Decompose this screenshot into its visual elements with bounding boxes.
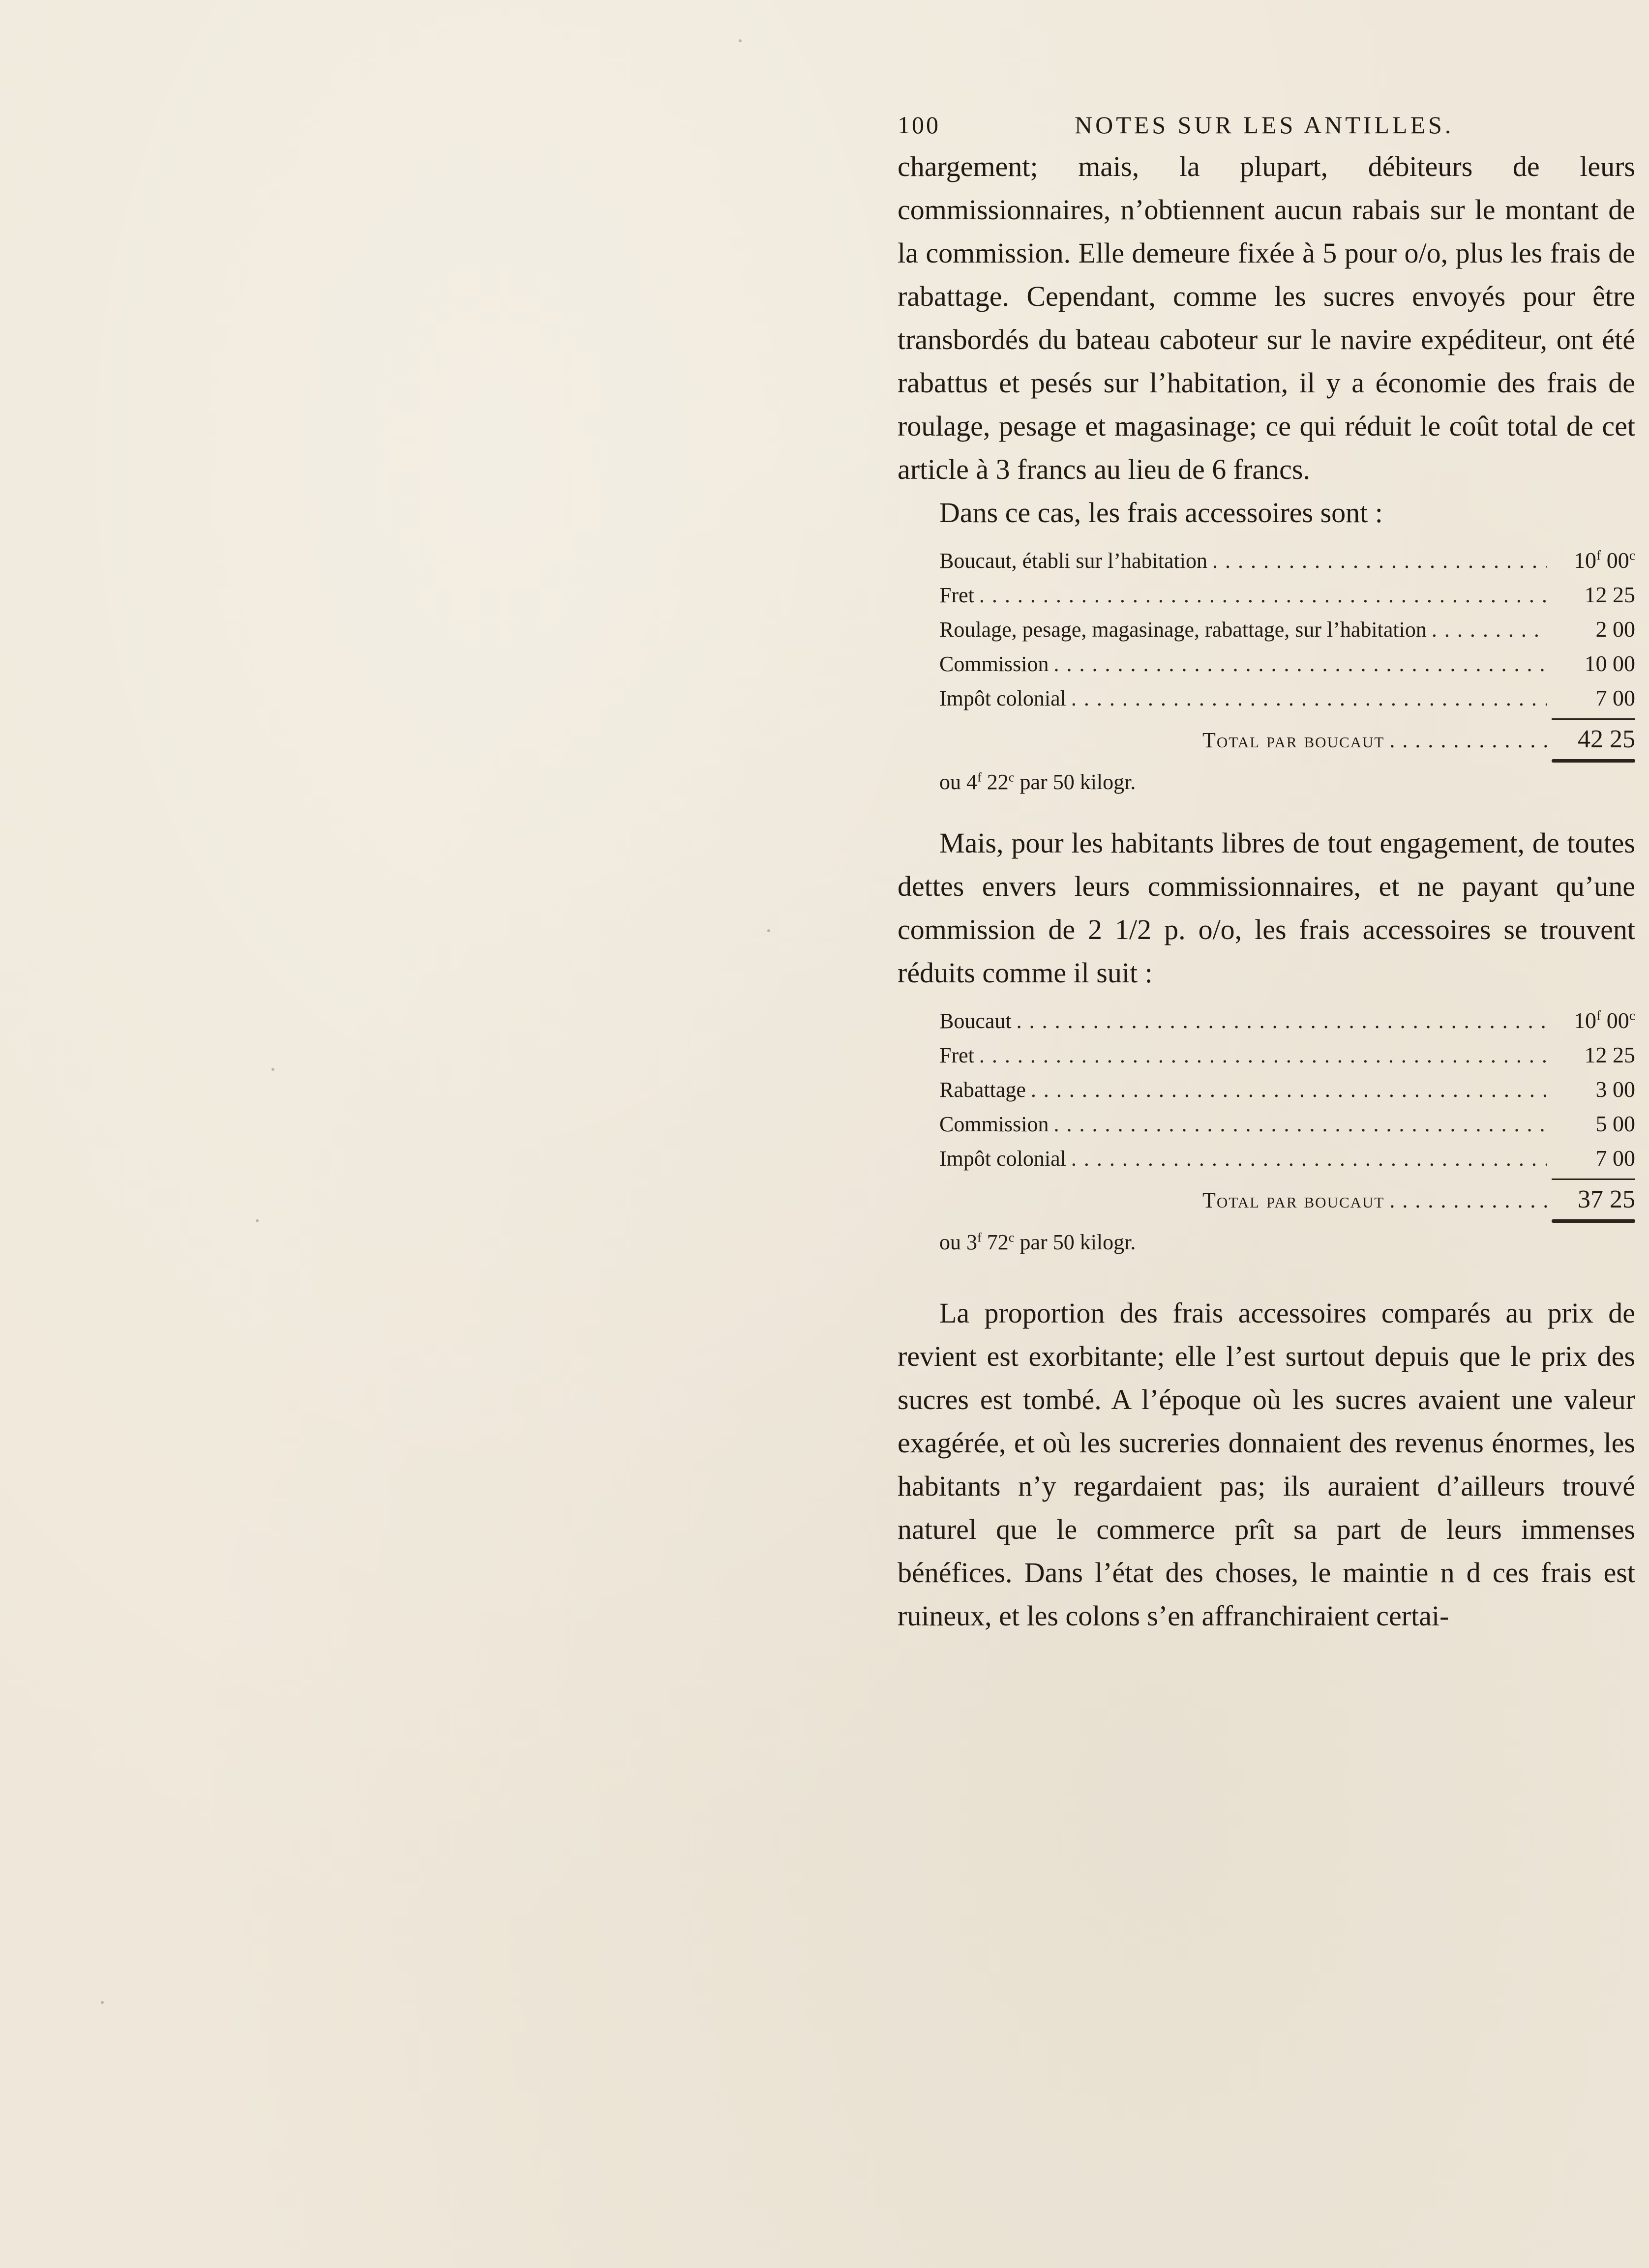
per-kilo-note: ou 4$^f$ 22$^c$ par 50 kilogr. [939,769,1136,794]
total-label-text: Total par boucaut [1202,728,1385,752]
body-text [898,145,1635,534]
leader-dots [1054,647,1547,681]
running-title: NOTES SUR LES ANTILLES. [1075,111,1454,139]
ledger-row [898,1038,1635,1072]
ledger-amount: 3 00 [1595,1077,1635,1102]
total-label [898,721,1384,760]
ledger-amount: 10 00 [1584,651,1635,676]
total-amount: 42 25 [1578,725,1635,753]
ledger-amount: 12 25 [1584,1042,1635,1067]
ledger-row [898,578,1635,612]
ledger-label: Fret [939,583,974,607]
paper-speck [256,1219,259,1222]
total-label-text: Total par boucaut [1202,1188,1385,1212]
leader-dots [1071,1142,1547,1176]
ledger-label: Roulage, pesage, magasinage, rabattage, sur l’habitation [939,618,1427,642]
leader-dots [1389,721,1547,760]
leader-dots [1031,1073,1547,1107]
ledger-total-row [898,720,1635,759]
ledger-amount: 12 25 [1584,582,1635,607]
ledger-amount: 10$^f$ 00$^c$ [1574,547,1635,573]
total-rule [1552,759,1635,763]
ledger-amount: 2 00 [1595,617,1635,642]
ledger-label: Rabattage [939,1078,1026,1102]
ledger-row [898,1072,1635,1107]
total-amount: 37 25 [1578,1185,1635,1213]
ledger-amount: 7 00 [1595,685,1635,710]
ledger-row [898,612,1635,647]
ledger-row [898,1107,1635,1141]
ledger-label: Commission [939,1112,1049,1136]
ledger-label: Impôt colonial [939,686,1066,710]
ledger-2 [898,1003,1635,1262]
paragraph-continuation: chargement; mais, la plupart, débiteurs de leurs commissionnaires, n’obtiennent aucun rabais sur le montant de la commission. Elle demeure fixée à 5 pour o/o, plus les frais de rabattage. Cependant, comme les sucres envoyés pour être transbordés du bateau caboteur sur le navire expéditeur, ont été rabattus et pesés sur l’habitation, il y a économie des frais de roulage, pesage et magasinage; ce qui réduit le coût total de cet article à 3 francs au lieu de 6 francs. [898,150,1635,485]
ledger-row [898,647,1635,681]
running-head [898,106,1635,145]
leader-dots [1071,681,1547,716]
ledger-row [898,1141,1635,1176]
paragraph-proportion: La proportion des frais accessoires comparés au prix de revient est exorbitante; elle l’est surtout depuis que le prix des sucres est tombé. A l’époque où les sucres avaient une valeur exagérée, et où les sucreries donnaient des revenus énormes, les habitants n’y regardaient pas; ils auraient d’ailleurs trouvé naturel que le commerce prît sa part de leurs immenses bénéfices. Dans l’état des choses, le maintie n d ces frais est ruineux, et les colons s’en affranchiraient certai- [898,1297,1635,1632]
paper-speck [767,929,770,932]
ledger-label: Impôt colonial [939,1147,1066,1171]
ledger-amount: 5 00 [1595,1111,1635,1136]
page-number: 100 [898,111,940,139]
ledger-amount: 7 00 [1595,1146,1635,1171]
paragraph-intro-ledger-1: Dans ce cas, les frais accessoires sont : [939,497,1383,529]
leader-dots [1212,544,1547,578]
ledger-row [898,681,1635,715]
spacer [898,807,1635,822]
spacer [898,1267,1635,1292]
paragraph-free-planters: Mais, pour les habitants libres de tout engagement, de toutes dettes envers leurs commissionnaires, et ne payant qu’une commission de 2 1/2 p. o/o, les frais accessoires se trouvent réduits comme il suit : [898,827,1635,989]
leader-dots [1054,1107,1547,1142]
total-rule [1552,1219,1635,1223]
body-text [898,1292,1635,1638]
text-column [898,106,1635,1638]
paper-speck [271,1068,274,1071]
ledger-label: Boucaut [939,1009,1012,1033]
leader-dots [979,1038,1547,1073]
ledger-label: Fret [939,1043,974,1067]
total-label [898,1181,1384,1220]
ledger-row [898,1003,1635,1038]
ledger-row [898,543,1635,578]
ledger-label: Boucaut, établi sur l’habitation [939,549,1207,573]
leader-dots [979,578,1547,613]
body-text [898,822,1635,995]
ledger-amount: 10$^f$ 00$^c$ [1574,1007,1635,1033]
ledger-total-row [898,1180,1635,1219]
leader-dots [1432,613,1547,647]
ledger-1 [898,543,1635,802]
paper-speck [739,39,742,42]
leader-dots [1017,1004,1547,1038]
ledger-label: Commission [939,652,1049,676]
per-kilo-note: ou 3$^f$ 72$^c$ par 50 kilogr. [939,1230,1136,1254]
leader-dots [1389,1181,1547,1220]
paper-speck [101,2001,104,2004]
